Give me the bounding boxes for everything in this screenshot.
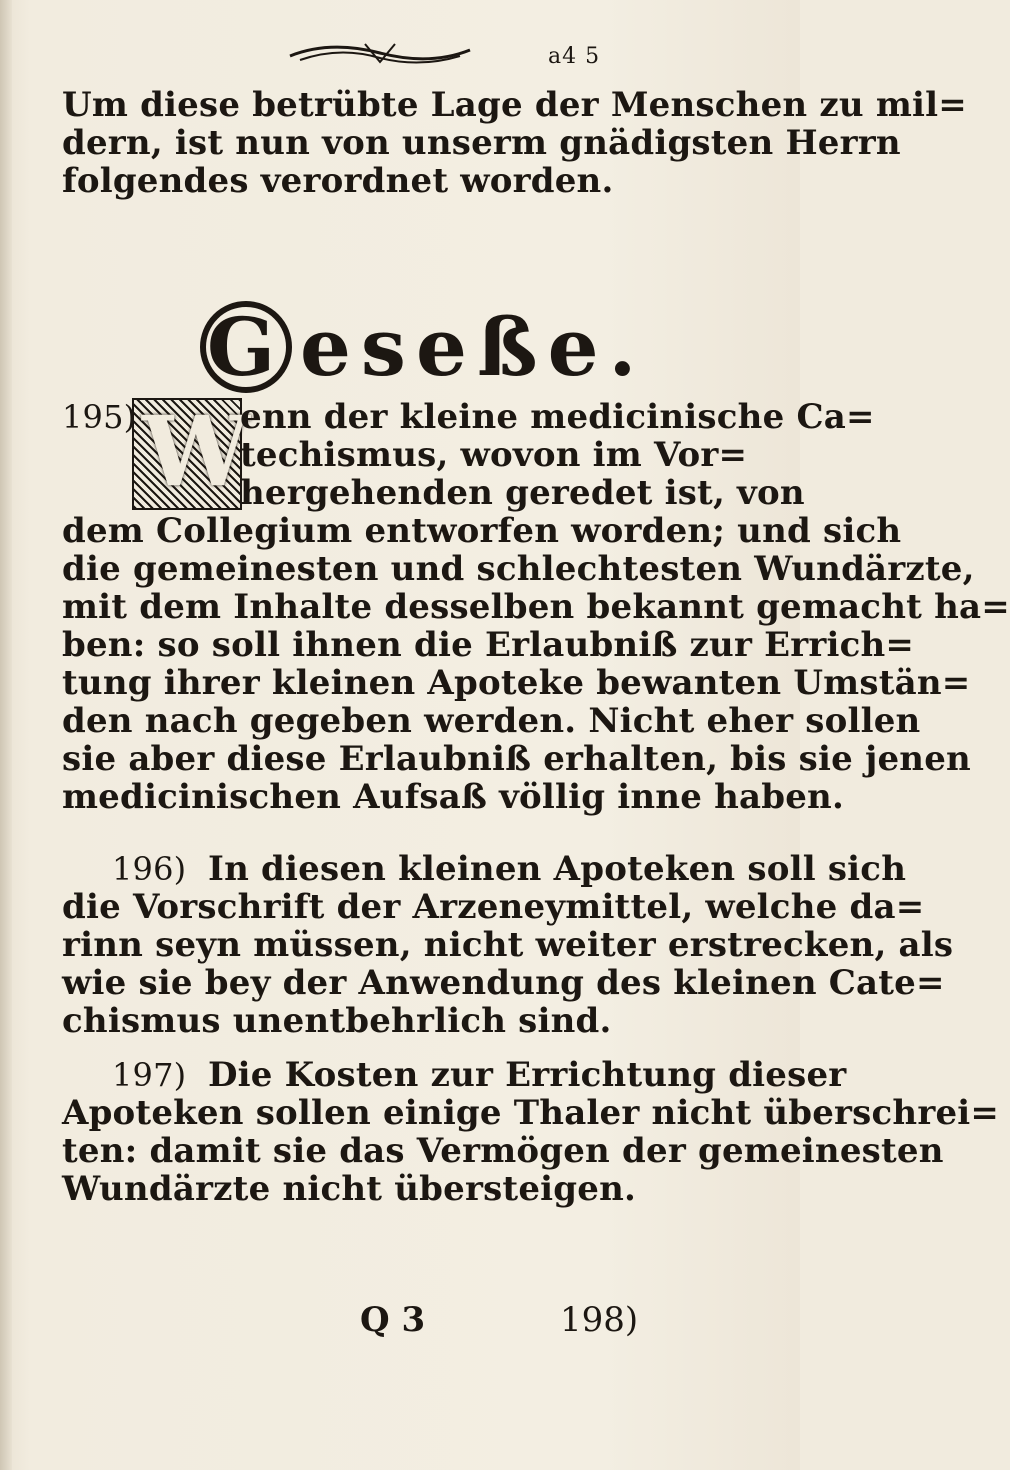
text-line: 196) In diesen kleinen Apoteken soll sich (62, 850, 762, 888)
paragraph-196 (62, 849, 954, 1041)
text-line: wie sie bey der Anwendung des kleinen Cate= (62, 963, 945, 1003)
text-line: chismus unentbehrlich sind. (62, 1001, 612, 1041)
text-line: 195) enn der kleine medicinische Ca= (62, 397, 875, 437)
paragraph-number: 196) (112, 850, 187, 888)
text-line: 197) Die Kosten zur Errichtung dieser (62, 1056, 762, 1094)
text-line: den nach gegeben werden. Nicht eher sollen (62, 701, 921, 741)
text-line: hergehenden geredet ist, von (240, 473, 805, 513)
text-line: Wundärzte nicht übersteigen. (62, 1169, 637, 1209)
text-line: techismus, wovon im Vor= (240, 435, 748, 475)
text-line: Um diese betrübte Lage der Menschen zu mil= (62, 85, 967, 125)
intro-paragraph (62, 85, 967, 201)
text-line: sie aber diese Erlaubniß erhalten, bis sie jenen (62, 739, 971, 779)
text-line: ten: damit sie das Vermögen der gemeinesten (62, 1131, 944, 1171)
signature-mark: a4 5 (548, 44, 601, 69)
paragraph-197 (62, 1055, 1000, 1209)
text-line: medicinischen Aufsaß völlig inne haben. (62, 777, 844, 817)
dropcap-letter: W (142, 395, 250, 508)
heading-initial: G (200, 301, 292, 393)
footer-signature: Q 3 (360, 1300, 426, 1340)
text-line: rinn seyn müssen, nicht weiter erstrecken, als (62, 925, 954, 965)
text-line: mit dem Inhalte desselben bekannt gemacht ha= (62, 587, 1010, 627)
text-line: dem Collegium entworfen worden; und sich (62, 511, 902, 551)
section-heading (200, 300, 646, 394)
heading-rest: eseße. (300, 300, 647, 394)
text-line: die Vorschrift der Arzeneymittel, welche da= (62, 887, 925, 927)
text-line: die gemeinesten und schlechtesten Wundärzte, (62, 549, 975, 589)
page-gutter (0, 0, 12, 1470)
text-line: Apoteken sollen einige Thaler nicht überschrei= (62, 1093, 1000, 1133)
text-line: dern, ist nun von unserm gnädigsten Herrn (62, 123, 901, 163)
catchword: 198) (560, 1300, 639, 1340)
paragraph-195 (62, 395, 1010, 817)
text-line: folgendes verordnet worden. (62, 161, 614, 201)
paragraph-number: 195) (62, 398, 137, 436)
paragraph-number: 197) (112, 1056, 187, 1094)
printers-ornament (280, 38, 480, 68)
text-line: ben: so soll ihnen die Erlaubniß zur Errich= (62, 625, 915, 665)
text-line: tung ihrer kleinen Apoteke bewanten Umstän= (62, 663, 971, 703)
